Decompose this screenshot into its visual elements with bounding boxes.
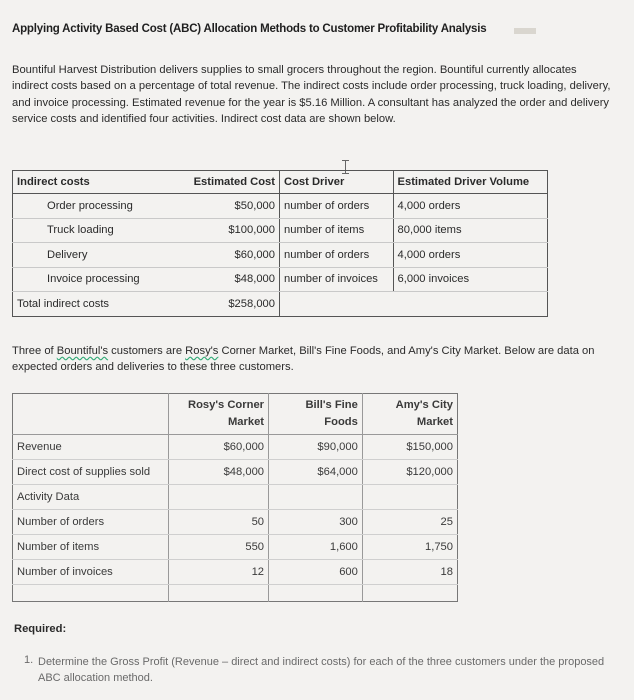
intro-paragraph: Bountiful Harvest Distribution delivers supplies to small grocers throughout the region. Bountiful currently allocates indirect costs based on a percentage of total revenue. The indirect costs include order processing, truck loading, delivery, and invoice processing. Estimated revenue for the year is $5.16 Million. A consultant has analyzed the order and delivery service costs and identified four activities. Indirect cost data are shown below. <box>12 64 611 126</box>
table-row <box>13 243 548 268</box>
table-header-row <box>13 171 548 194</box>
driver-cell: number of items <box>280 218 394 243</box>
header-estimated-cost: Estimated Cost <box>183 171 279 194</box>
value-cell: $48,000 <box>169 460 269 485</box>
empty-cell <box>269 585 363 602</box>
value-cell: 18 <box>362 560 457 585</box>
table-header-row <box>13 394 458 435</box>
header-line: Foods <box>324 416 358 428</box>
header-line: Market <box>416 416 453 428</box>
row-label: Number of items <box>13 535 169 560</box>
cost-cell: $48,000 <box>183 267 279 292</box>
empty-header-cell <box>13 394 169 435</box>
row-label: Activity Data <box>13 485 169 510</box>
empty-cell <box>169 585 269 602</box>
empty-cell <box>393 292 547 317</box>
total-label: Total indirect costs <box>17 297 110 310</box>
value-cell: $64,000 <box>269 460 363 485</box>
driver-cell: number of orders <box>280 243 394 268</box>
table-row <box>13 485 458 510</box>
header-line: Market <box>227 416 265 428</box>
header-amys <box>362 394 457 435</box>
header-line: Rosy's Corner <box>188 399 265 411</box>
activity-cell: Delivery <box>13 243 184 268</box>
page-title: Applying Activity Based Cost (ABC) Allocation Methods to Customer Profitability Analysis <box>12 23 487 35</box>
title-divider <box>514 28 536 34</box>
empty-cell <box>280 292 394 317</box>
driver-cell: number of orders <box>280 194 394 219</box>
table-row <box>13 510 458 535</box>
indirect-cost-table <box>12 170 548 317</box>
para-text: customers are <box>108 345 186 357</box>
value-cell: 600 <box>269 560 363 585</box>
table-row <box>13 267 548 292</box>
cost-cell: $60,000 <box>183 243 279 268</box>
driver-cell: number of invoices <box>280 267 394 292</box>
customer-name: Rosy's <box>185 345 219 357</box>
company-name: Bountiful's <box>56 345 109 357</box>
empty-cell <box>362 585 457 602</box>
value-cell <box>269 485 363 510</box>
value-cell: 550 <box>169 535 269 560</box>
cost-cell: $100,000 <box>183 218 279 243</box>
required-item-text: Determine the Gross Profit (Revenue – direct and indirect costs) for each of the three customers under the proposed ABC allocation method. <box>38 656 605 684</box>
volume-cell: 4,000 orders <box>393 194 547 219</box>
empty-cell <box>13 585 169 602</box>
header-line: Bill's Fine <box>305 399 358 411</box>
value-cell: 12 <box>169 560 269 585</box>
value-cell: $120,000 <box>362 460 457 485</box>
header-cost-driver: Cost Driver <box>280 171 394 194</box>
activity-cell: Invoice processing <box>13 267 184 292</box>
value-cell: 300 <box>269 510 363 535</box>
header-indirect-costs: Indirect costs <box>13 171 184 194</box>
blank-row <box>13 585 458 602</box>
header-line: Amy's City <box>395 399 453 411</box>
table-row <box>13 535 458 560</box>
volume-cell: 80,000 items <box>393 218 547 243</box>
table-row <box>13 435 458 460</box>
value-cell: 1,600 <box>269 535 363 560</box>
table-row <box>13 218 548 243</box>
cost-cell: $50,000 <box>183 194 279 219</box>
volume-cell: 4,000 orders <box>393 243 547 268</box>
value-cell <box>362 485 457 510</box>
required-item-number: 1. <box>24 654 34 666</box>
value-cell: $90,000 <box>269 435 363 460</box>
value-cell: 25 <box>362 510 457 535</box>
value-cell: 1,750 <box>362 535 457 560</box>
customer-data-table <box>12 393 458 602</box>
row-label: Direct cost of supplies sold <box>13 460 169 485</box>
header-bills <box>269 394 363 435</box>
required-heading: Required: <box>14 623 67 635</box>
value-cell <box>169 485 269 510</box>
table-row <box>13 560 458 585</box>
volume-cell: 6,000 invoices <box>393 267 547 292</box>
activity-cell: Truck loading <box>13 218 184 243</box>
para-text: Three of <box>12 345 57 357</box>
row-label: Number of invoices <box>13 560 169 585</box>
total-value: $258,000 <box>183 292 279 317</box>
row-label: Revenue <box>13 435 169 460</box>
header-driver-volume: Estimated Driver Volume <box>393 171 547 194</box>
total-row <box>13 292 548 317</box>
row-label: Number of orders <box>13 510 169 535</box>
customers-paragraph <box>12 343 612 376</box>
table-row <box>13 194 548 219</box>
value-cell: $150,000 <box>362 435 457 460</box>
value-cell: $60,000 <box>169 435 269 460</box>
table-row <box>13 460 458 485</box>
header-rosys <box>169 394 269 435</box>
value-cell: 50 <box>169 510 269 535</box>
activity-cell: Order processing <box>13 194 184 219</box>
para-text: Corner Market, Bill's Fine Foods, and Amy's City Market. Below are data on expected orders and deliveries to these three customers. <box>12 345 595 374</box>
